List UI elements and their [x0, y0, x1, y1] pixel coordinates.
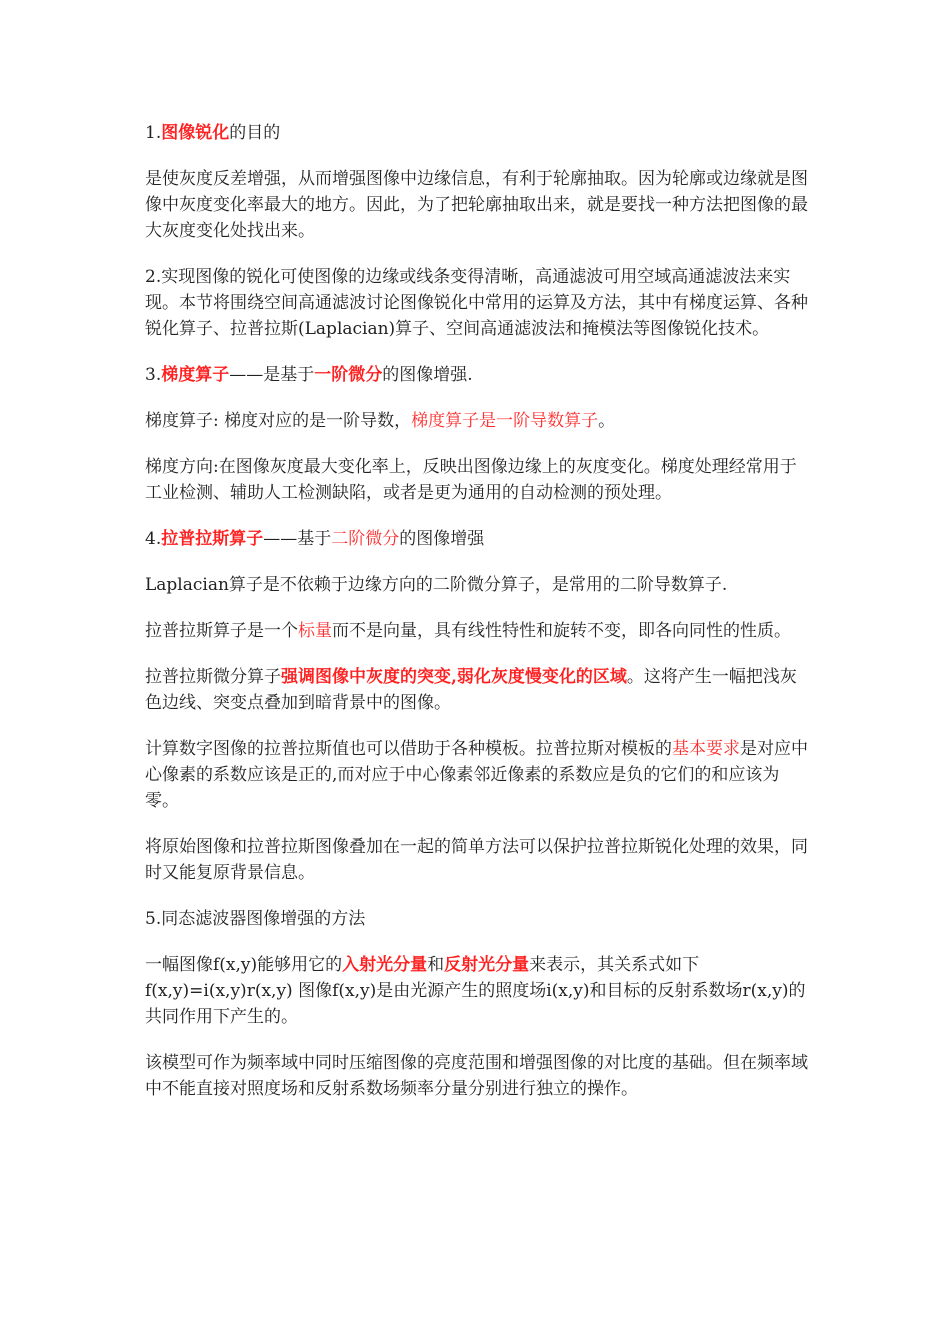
text-run: 和 [427, 955, 445, 975]
text-run: 梯度算子: 梯度对应的是一阶导数， [145, 411, 412, 431]
text-run: 将原始图像和拉普拉斯图像叠加在一起的简单方法可以保护拉普拉斯锐化处理的效果，同时又能复原背景信息。 [145, 837, 808, 883]
text-run: ——基于 [263, 529, 332, 549]
paragraph [145, 166, 810, 244]
paragraph [145, 906, 810, 932]
text-run: 的图像增强. [382, 365, 473, 385]
paragraph [145, 408, 810, 434]
text-run: 。这将产生一幅把浅灰色边线、突变点叠加到暗背景中的图像。 [145, 667, 797, 713]
text-run: 5.同态滤波器图像增强的方法 [145, 909, 366, 929]
text-run: Laplacian算子是不依赖于边缘方向的二阶微分算子，是常用的二阶导数算子. [145, 575, 728, 595]
highlighted-text: 梯度算子 [161, 365, 230, 385]
paragraph [145, 834, 810, 886]
paragraph [145, 618, 810, 644]
paragraph [145, 952, 810, 1030]
text-run: 该模型可作为频率域中同时压缩图像的亮度范围和增强图像的对比度的基础。但在频率域中不能直接对照度场和反射系数场频率分量分别进行独立的操作。 [145, 1053, 808, 1099]
text-run: 是使灰度反差增强，从而增强图像中边缘信息，有利于轮廓抽取。因为轮廓或边缘就是图像中灰度变化率最大的地方。因此，为了把轮廓抽取出来，就是要找一种方法把图像的最大灰度变化处找出来。 [145, 169, 808, 241]
text-run: 而不是向量，具有线性特性和旋转不变，即各向同性的性质。 [332, 621, 791, 641]
highlighted-text: 一阶微分 [314, 365, 383, 385]
highlighted-text: 反射光分量 [444, 955, 530, 975]
highlighted-text: 基本要求 [672, 739, 740, 759]
text-run: 拉普拉斯算子是一个 [145, 621, 298, 641]
paragraph [145, 526, 810, 552]
text-run: ——是基于 [229, 365, 315, 385]
paragraph [145, 120, 810, 146]
text-run: 梯度方向:在图像灰度最大变化率上，反映出图像边缘上的灰度变化。梯度处理经常用于工业检测、辅助人工检测缺陷，或者是更为通用的自动检测的预处理。 [145, 457, 797, 503]
text-run: 4. [145, 529, 162, 549]
paragraph [145, 454, 810, 506]
paragraph [145, 1050, 810, 1102]
paragraph [145, 664, 810, 716]
highlighted-text: 入射光分量 [342, 955, 428, 975]
highlighted-text: 强调图像中灰度的突变,弱化灰度慢变化的区域 [281, 667, 627, 687]
highlighted-text: 二阶微分 [331, 529, 400, 549]
text-run: 计算数字图像的拉普拉斯值也可以借助于各种模板。拉普拉斯对模板的 [145, 739, 672, 759]
document-body [145, 120, 810, 1122]
text-run: 一幅图像f(x,y)能够用它的 [145, 955, 343, 975]
text-run: 的目的 [229, 123, 281, 143]
highlighted-text: 拉普拉斯算子 [161, 529, 264, 549]
paragraph [145, 736, 810, 814]
paragraph [145, 362, 810, 388]
text-run: 1. [145, 123, 162, 143]
text-run: 。 [598, 411, 616, 431]
paragraph [145, 264, 810, 342]
highlighted-text: 图像锐化 [161, 123, 230, 143]
text-run: 3. [145, 365, 162, 385]
text-run: 2.实现图像的锐化可使图像的边缘或线条变得清晰，高通滤波可用空域高通滤波法来实现。本节将围绕空间高通滤波讨论图像锐化中常用的运算及方法，其中有梯度运算、各种锐化算子、拉普拉斯(Laplacian)算子、空间高通滤波法和掩模法等图像锐化技术。 [145, 267, 808, 339]
text-run: 是对应中心像素的系数应该是正的,而对应于中心像素邻近像素的系数应是负的它们的和应该为零。 [145, 739, 808, 811]
text-run: 的图像增强 [399, 529, 485, 549]
text-run: 来表示，其关系式如下 f(x,y)=i(x,y)r(x,y) 图像f(x,y)是由光源产生的照度场i(x,y)和目标的反射系数场r(x,y)的共同作用下产生的。 [145, 955, 806, 1027]
highlighted-text: 梯度算子是一阶导数算子 [411, 411, 599, 431]
highlighted-text: 标量 [298, 621, 332, 641]
paragraph [145, 572, 810, 598]
text-run: 拉普拉斯微分算子 [145, 667, 281, 687]
